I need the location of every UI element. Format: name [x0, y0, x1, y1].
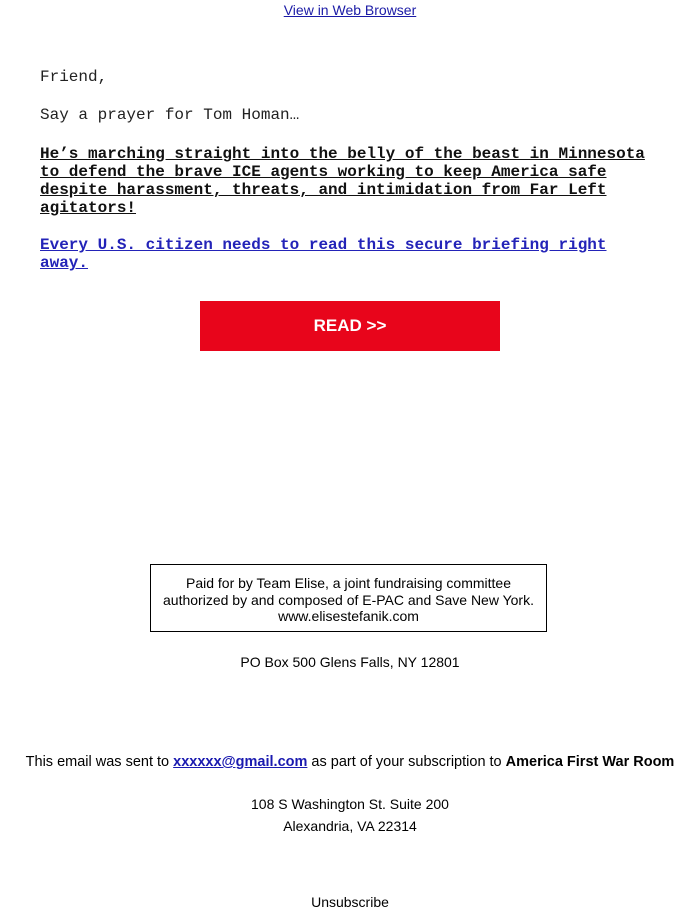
email-link[interactable]: xxxxxx@gmail.com: [173, 754, 308, 770]
address-line-2: Alexandria, VA 22314: [283, 818, 417, 834]
sent-middle: as part of your subscription to: [307, 754, 506, 770]
address-line-1: 108 S Washington St. Suite 200: [251, 796, 449, 812]
web-view-row: [0, 2, 700, 18]
sent-prefix: This email was sent to: [25, 754, 174, 770]
disclaimer-line: authorized by and composed of E-PAC and Save New York.: [163, 591, 534, 608]
read-button[interactable]: READ >>: [200, 301, 500, 351]
po-box-address: PO Box 500 Glens Falls, NY 12801: [240, 654, 460, 670]
subscription-notice: [0, 754, 700, 770]
paid-for-disclaimer: [150, 564, 547, 632]
unsubscribe-link[interactable]: Unsubscribe: [311, 894, 389, 910]
briefing-link[interactable]: Every U.S. citizen needs to read this secure briefing right away.: [40, 236, 607, 272]
subscription-name: America First War Room: [505, 754, 675, 770]
greeting: Friend,: [40, 68, 108, 86]
headline-link[interactable]: He’s marching straight into the belly of the beast in Minnesota to defend the brave ICE agents working to keep America safe despite harassment, threats, and intimidation from Far Left agitators!: [40, 145, 645, 217]
disclaimer-line: Paid for by Team Elise, a joint fundraising committee: [185, 575, 511, 591]
intro-text: Say a prayer for Tom Homan…: [40, 106, 300, 124]
view-in-browser-link[interactable]: View in Web Browser: [283, 2, 417, 18]
disclaimer-url: www.elisestefanik.com: [278, 608, 419, 624]
